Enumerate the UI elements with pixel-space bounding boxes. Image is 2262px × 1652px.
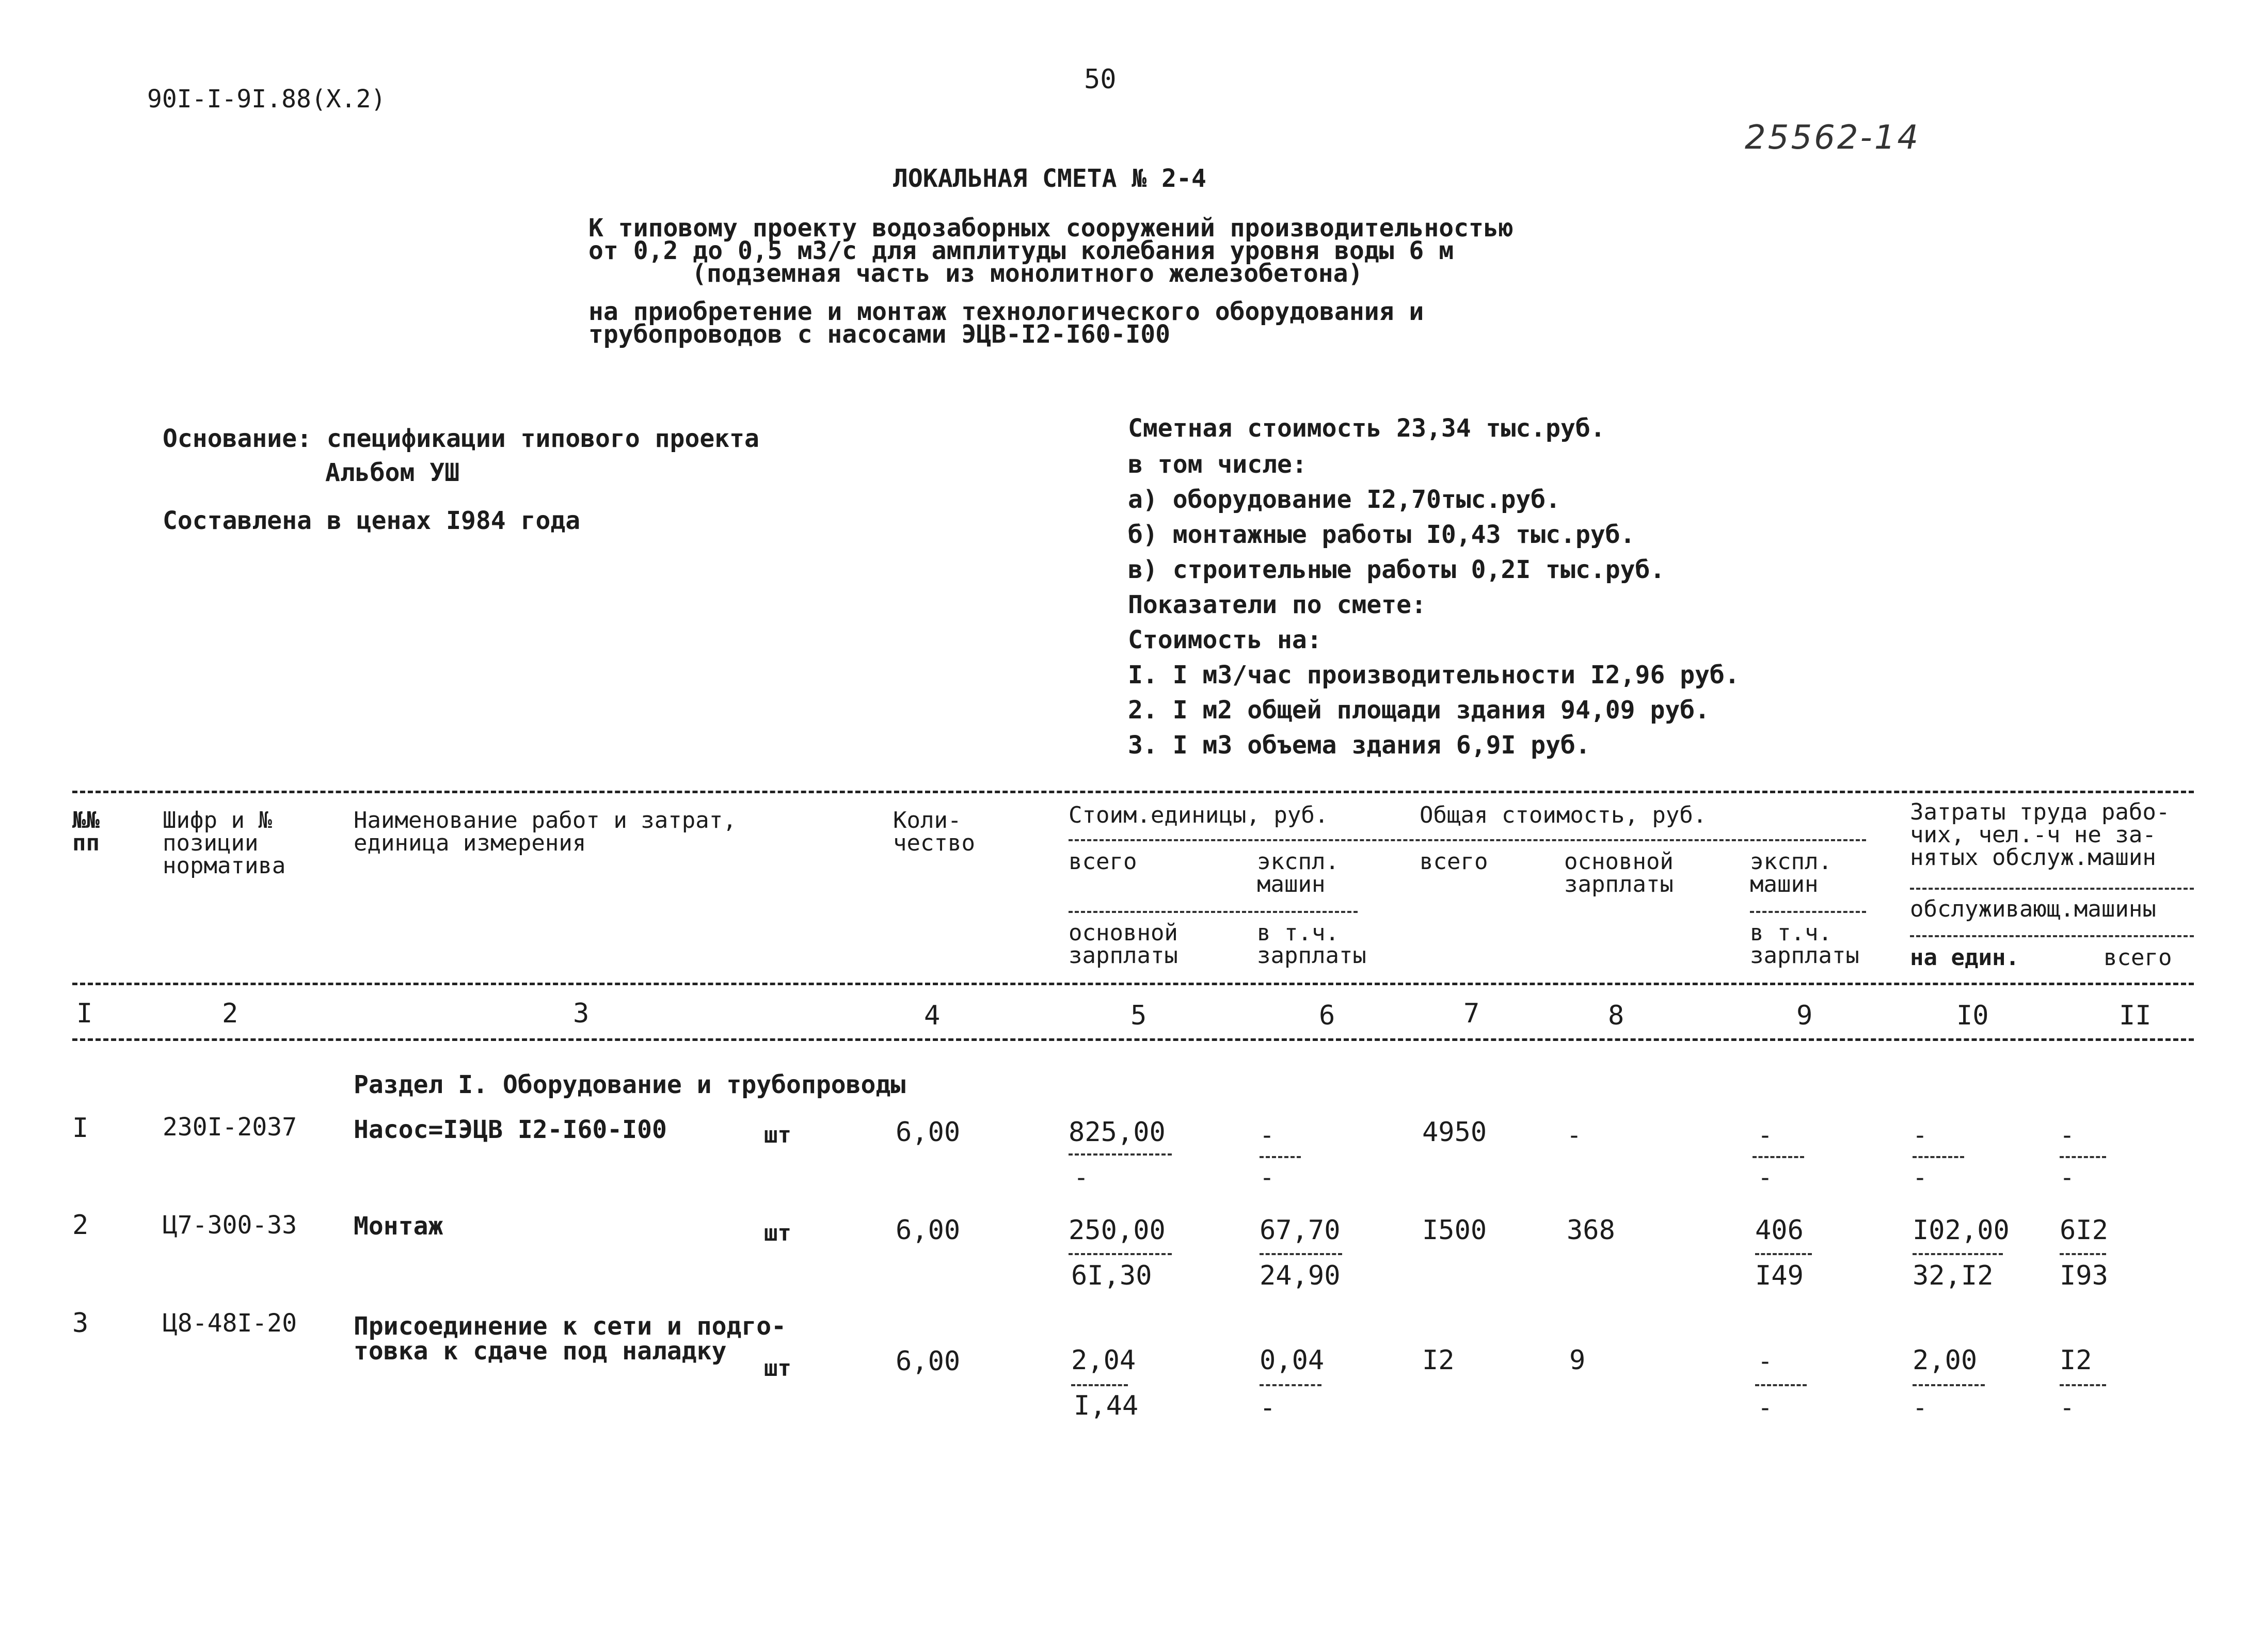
row-total-machines-wages: I49 xyxy=(1755,1260,1804,1291)
subtitle-line-2: от 0,2 до 0,5 м3/с для амплитуды колебания уровня воды 6 м xyxy=(588,236,1454,265)
unit-machines-wages-header-1: в т.ч. xyxy=(1257,920,1339,946)
cost-per-capacity: I. I м3/час производительности I2,96 руб. xyxy=(1128,661,1740,689)
row-labor-total: - xyxy=(2060,1121,2075,1150)
unit-wages-header-2: зарплаты xyxy=(1069,942,1178,969)
total-cost-group-header: Общая стоимость, руб. xyxy=(1420,802,1707,828)
column-number-7: 7 xyxy=(1463,998,1480,1029)
labor-service-header: обслуживающ.машины xyxy=(1910,896,2156,922)
row-labor-total-service: - xyxy=(2060,1393,2075,1422)
labor-group-rule xyxy=(1910,888,2194,890)
column-number-9: 9 xyxy=(1796,1000,1813,1031)
row-total-machines: - xyxy=(1758,1347,1773,1376)
unit-wages-header-1: основной xyxy=(1069,920,1178,946)
total-wages-header-1: основной xyxy=(1564,848,1674,875)
labor-total-header: всего xyxy=(2104,944,2172,971)
row-unit-machines: - xyxy=(1260,1121,1275,1150)
fraction-line xyxy=(1753,1156,1804,1158)
subtitle-line-5: трубопроводов с насосами ЭЦВ-I2-I60-I00 xyxy=(588,320,1171,349)
basis-label: Основание: спецификации типового проекта xyxy=(163,424,759,453)
fraction-line xyxy=(1069,1253,1172,1255)
fraction-line xyxy=(2060,1384,2106,1386)
unit-cost-sub-rule xyxy=(1069,911,1358,913)
inventory-number: 25562-14 xyxy=(1745,119,1921,157)
labor-service-rule xyxy=(1910,935,2194,937)
column-number-1: I xyxy=(76,998,93,1029)
labor-group-header-3: нятых обслуж.машин xyxy=(1910,844,2156,871)
unit-total-header: всего xyxy=(1069,848,1137,875)
row-unit-wages: - xyxy=(1074,1163,1089,1192)
basis-prices: Составлена в ценах I984 года xyxy=(163,506,581,535)
cost-per-volume: 3. I м3 объема здания 6,9I руб. xyxy=(1128,731,1590,760)
basis-album: Альбом УШ xyxy=(325,458,460,487)
column-number-6: 6 xyxy=(1319,1000,1335,1031)
row-unit-machines-wages: 24,90 xyxy=(1260,1260,1341,1291)
labor-per-unit-header: на един. xyxy=(1910,944,2019,971)
row-labor-total-service: - xyxy=(2060,1163,2075,1192)
row-total-machines-wages: - xyxy=(1758,1163,1773,1192)
row-labor-unit-service: - xyxy=(1913,1163,1928,1192)
row-labor-unit-service: - xyxy=(1913,1393,1928,1422)
table-top-rule xyxy=(72,791,2194,793)
fraction-line xyxy=(1755,1384,1807,1386)
fraction-line xyxy=(1260,1384,1321,1386)
fraction-line xyxy=(2060,1253,2106,1255)
fraction-line xyxy=(1069,1153,1172,1156)
row-number: I xyxy=(72,1113,89,1144)
col-qty-header-1: Коли- xyxy=(893,807,962,833)
machines-sub-rule xyxy=(1750,911,1866,913)
section-title: Раздел I. Оборудование и трубопроводы xyxy=(354,1070,906,1099)
row-labor-unit: I02,00 xyxy=(1913,1215,2010,1246)
table-header-rule xyxy=(72,983,2194,985)
document-title: ЛОКАЛЬНАЯ СМЕТА № 2-4 xyxy=(893,164,1206,193)
row-total-cost: I2 xyxy=(1422,1345,1455,1376)
row-total-wages: - xyxy=(1567,1121,1582,1150)
row-number: 2 xyxy=(72,1210,89,1241)
column-number-2: 2 xyxy=(222,998,238,1029)
labor-group-header-2: чих, чел.-ч не за- xyxy=(1910,822,2156,848)
column-numbers-rule xyxy=(72,1038,2194,1041)
row-unit-cost: 2,04 xyxy=(1071,1345,1136,1376)
row-qty: 6,00 xyxy=(896,1215,961,1246)
total-all-header: всего xyxy=(1420,848,1488,875)
estimated-cost: Сметная стоимость 23,34 тыс.руб. xyxy=(1128,414,1605,443)
fraction-line xyxy=(1260,1253,1342,1255)
row-unit-wages: I,44 xyxy=(1074,1390,1139,1421)
fraction-line xyxy=(1755,1253,1812,1255)
total-machines-wages-header-2: зарплаты xyxy=(1750,942,1859,969)
col-num-header-1: №№ xyxy=(72,807,100,833)
row-code: 230I-2037 xyxy=(163,1113,297,1142)
row-total-cost: 4950 xyxy=(1422,1117,1487,1148)
fraction-line xyxy=(2060,1156,2106,1158)
row-labor-unit: 2,00 xyxy=(1913,1345,1978,1376)
row-number: 3 xyxy=(72,1308,89,1339)
row-unit: шт xyxy=(764,1220,791,1246)
labor-group-header-1: Затраты труда рабо- xyxy=(1910,799,2170,825)
row-code: Ц7-300-33 xyxy=(163,1211,297,1240)
column-number-11: II xyxy=(2119,1000,2152,1031)
row-unit-machines: 0,04 xyxy=(1260,1345,1325,1376)
document-code: 90I-I-9I.88(X.2) xyxy=(147,85,386,114)
indicators-label: Показатели по смете: xyxy=(1128,590,1426,619)
row-total-cost: I500 xyxy=(1422,1215,1487,1246)
col-code-header-1: Шифр и № xyxy=(163,807,272,833)
column-number-8: 8 xyxy=(1608,1000,1624,1031)
row-unit-machines: 67,70 xyxy=(1260,1215,1341,1246)
fraction-line xyxy=(1913,1156,1964,1158)
row-unit-cost: 825,00 xyxy=(1069,1117,1166,1148)
total-machines-header-1: экспл. xyxy=(1750,848,1832,875)
fraction-line xyxy=(1071,1384,1128,1386)
row-labor-unit-service: 32,I2 xyxy=(1913,1260,1994,1291)
row-unit-machines-wages: - xyxy=(1260,1163,1275,1192)
unit-machines-wages-header-2: зарплаты xyxy=(1257,942,1366,969)
col-num-header-2: пп xyxy=(72,830,100,856)
col-code-header-2: позиции xyxy=(163,830,259,856)
fraction-line xyxy=(1913,1253,2003,1255)
subtitle-line-1: К типовому проекту водозаборных сооружений производительностью xyxy=(588,214,1514,243)
row-unit: шт xyxy=(764,1355,791,1382)
equipment-cost: а) оборудование I2,70тыс.руб. xyxy=(1128,485,1561,514)
row-name-line-1: Присоединение к сети и подго- xyxy=(354,1312,787,1341)
total-machines-header-2: машин xyxy=(1750,871,1819,897)
row-total-machines: - xyxy=(1758,1121,1773,1150)
unit-cost-group-header: Стоим.единицы, руб. xyxy=(1069,802,1329,828)
row-unit-machines-wages: - xyxy=(1260,1392,1276,1423)
cost-per-label: Стоимость на: xyxy=(1128,625,1322,654)
row-unit-wages: 6I,30 xyxy=(1071,1260,1152,1291)
fraction-line xyxy=(1260,1156,1301,1158)
row-qty: 6,00 xyxy=(896,1346,961,1377)
col-name-header-2: единица измерения xyxy=(354,830,586,856)
construction-cost: в) строительные работы 0,2I тыс.руб. xyxy=(1128,555,1665,584)
row-total-wages: 368 xyxy=(1567,1215,1615,1246)
row-labor-total: 6I2 xyxy=(2060,1215,2108,1246)
row-name-line-2: товка к сдаче под наладку xyxy=(354,1337,727,1366)
unit-machines-header-2: машин xyxy=(1257,871,1326,897)
row-labor-total: I2 xyxy=(2060,1345,2092,1376)
row-name: Насос=IЭЦВ I2-I60-I00 xyxy=(354,1115,667,1144)
cost-group-rule xyxy=(1069,839,1866,841)
row-unit: шт xyxy=(764,1122,791,1148)
row-unit-cost: 250,00 xyxy=(1069,1215,1166,1246)
row-code: Ц8-48I-20 xyxy=(163,1309,297,1338)
row-labor-unit: - xyxy=(1913,1121,1928,1150)
row-qty: 6,00 xyxy=(896,1117,961,1148)
col-qty-header-2: чество xyxy=(893,830,975,856)
col-code-header-3: норматива xyxy=(163,853,286,879)
column-number-4: 4 xyxy=(924,1000,941,1031)
row-labor-total-service: I93 xyxy=(2060,1260,2108,1291)
total-machines-wages-header-1: в т.ч. xyxy=(1750,920,1832,946)
including-label: в том числе: xyxy=(1128,450,1307,479)
col-name-header-1: Наименование работ и затрат, xyxy=(354,807,737,833)
row-total-wages: 9 xyxy=(1569,1345,1586,1376)
subtitle-line-3: (подземная часть из монолитного железобетона) xyxy=(692,259,1363,288)
installation-cost: б) монтажные работы I0,43 тыс.руб. xyxy=(1128,520,1635,549)
row-total-machines-wages: - xyxy=(1758,1393,1773,1422)
page-number: 50 xyxy=(1084,64,1117,95)
total-wages-header-2: зарплаты xyxy=(1564,871,1674,897)
column-number-3: 3 xyxy=(573,998,590,1029)
subtitle-line-4: на приобретение и монтаж технологического оборудования и xyxy=(588,297,1424,326)
cost-per-area: 2. I м2 общей площади здания 94,09 руб. xyxy=(1128,696,1710,725)
column-number-10: I0 xyxy=(1956,1000,1989,1031)
column-number-5: 5 xyxy=(1130,1000,1147,1031)
row-total-machines: 406 xyxy=(1755,1215,1804,1246)
row-name: Монтаж xyxy=(354,1212,443,1241)
fraction-line xyxy=(1913,1384,1985,1386)
unit-machines-header-1: экспл. xyxy=(1257,848,1339,875)
